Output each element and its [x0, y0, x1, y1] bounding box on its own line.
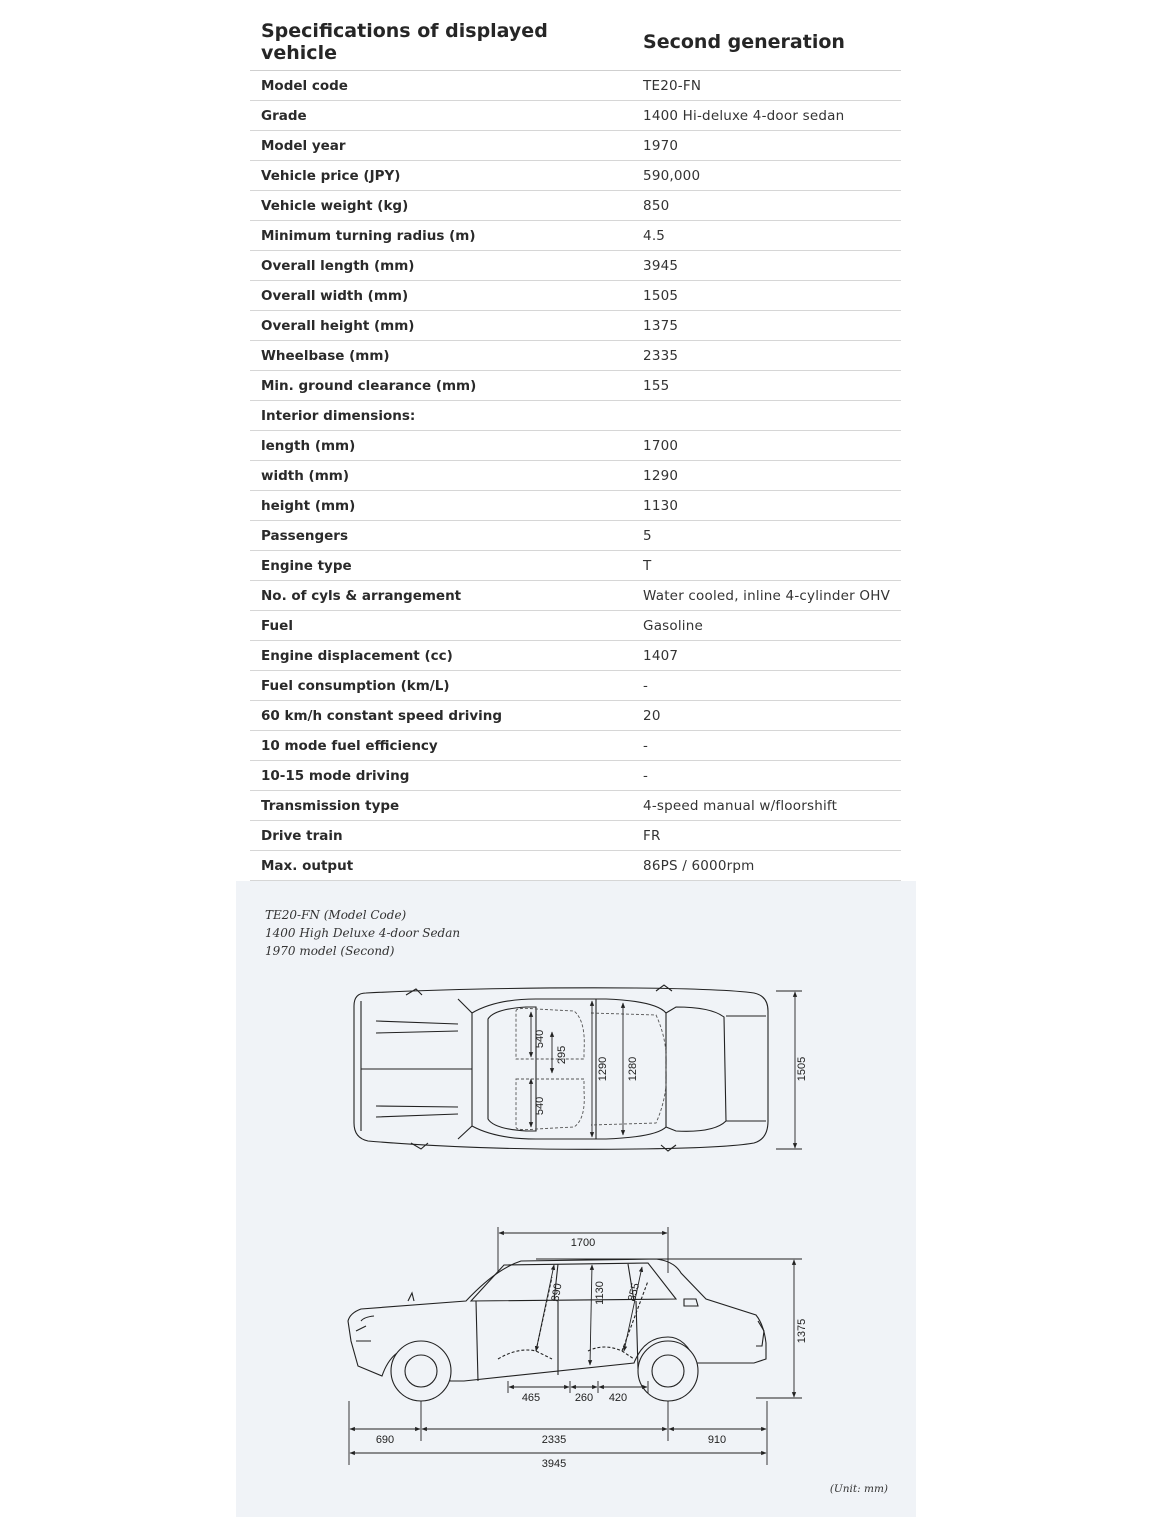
spec-value: 4-speed manual w/floorshift — [632, 791, 901, 821]
header-value: Second generation — [632, 12, 901, 71]
spec-row — [250, 431, 901, 461]
front-wheel — [391, 1341, 451, 1401]
spec-label: Min. ground clearance (mm) — [250, 371, 632, 401]
dim-side-rear-seat: 420 — [608, 1392, 628, 1404]
spec-row — [250, 641, 901, 671]
spec-row — [250, 461, 901, 491]
dim-side-interior-length: 1700 — [570, 1237, 596, 1249]
unit-note: (Unit: mm) — [829, 1483, 888, 1495]
dim-side-rear-headroom: 855 — [626, 1281, 643, 1303]
spec-value: Water cooled, inline 4-cylinder OHV — [632, 581, 901, 611]
spec-label: Fuel consumption (km/L) — [250, 671, 632, 701]
spec-label: Minimum turning radius (m) — [250, 221, 632, 251]
spec-value: 1407 — [632, 641, 901, 671]
spec-row — [250, 311, 901, 341]
spec-value: 155 — [632, 371, 901, 401]
dim-top-seat-front: 540 — [534, 1029, 546, 1049]
side-view-wheels — [391, 1341, 698, 1401]
spec-row — [250, 221, 901, 251]
spec-label: 60 km/h constant speed driving — [250, 701, 632, 731]
spec-value: 1970 — [632, 131, 901, 161]
spec-value: 4.5 — [632, 221, 901, 251]
spec-label: No. of cyls & arrangement — [250, 581, 632, 611]
spec-row — [250, 251, 901, 281]
spec-value: 1700 — [632, 431, 901, 461]
spec-row — [250, 101, 901, 131]
spec-label: Passengers — [250, 521, 632, 551]
spec-value: 2335 — [632, 341, 901, 371]
spec-row — [250, 521, 901, 551]
rear-wheel — [638, 1341, 698, 1401]
spec-value: 590,000 — [632, 161, 901, 191]
spec-value: - — [632, 761, 901, 791]
spec-label: Transmission type — [250, 791, 632, 821]
spec-row — [250, 131, 901, 161]
spec-row — [250, 821, 901, 851]
caption-line-grade: 1400 High Deluxe 4-door Sedan — [265, 926, 461, 940]
spec-value: 1505 — [632, 281, 901, 311]
spec-label: Max. output — [250, 851, 632, 881]
spec-label: 10 mode fuel efficiency — [250, 731, 632, 761]
spec-label: Vehicle price (JPY) — [250, 161, 632, 191]
spec-label: Fuel — [250, 611, 632, 641]
spec-label: Engine displacement (cc) — [250, 641, 632, 671]
spec-value: 3945 — [632, 251, 901, 281]
spec-value: 20 — [632, 701, 901, 731]
spec-row — [250, 701, 901, 731]
spec-table-body — [250, 71, 901, 881]
dim-side-seat-gap: 260 — [574, 1392, 594, 1404]
spec-row — [250, 191, 901, 221]
spec-row — [250, 851, 901, 881]
vehicle-diagram — [236, 881, 916, 1517]
header-label: Specifications of displayed vehicle — [250, 12, 632, 71]
spec-value: 5 — [632, 521, 901, 551]
dim-side-interior-height: 1130 — [594, 1281, 606, 1305]
diagram-caption — [265, 906, 460, 960]
vehicle-drawings — [236, 881, 916, 1517]
dim-top-interior-width: 1290 — [597, 1056, 609, 1082]
spec-value: 1290 — [632, 461, 901, 491]
spec-row — [250, 671, 901, 701]
spec-label: Grade — [250, 101, 632, 131]
dim-side-rear-overhang: 910 — [707, 1434, 727, 1446]
dim-side-front-overhang: 690 — [375, 1434, 395, 1446]
spec-label: length (mm) — [250, 431, 632, 461]
dim-side-overall-length: 3945 — [541, 1458, 567, 1470]
spec-table-header — [250, 12, 901, 71]
spec-row — [250, 551, 901, 581]
dim-top-seat-gap: 295 — [556, 1045, 568, 1065]
spec-label: Model code — [250, 71, 632, 101]
spec-label: Drive train — [250, 821, 632, 851]
spec-value: FR — [632, 821, 901, 851]
dim-side-wheelbase: 2335 — [541, 1434, 567, 1446]
spec-label: Overall height (mm) — [250, 311, 632, 341]
spec-row — [250, 371, 901, 401]
spec-row — [250, 161, 901, 191]
dim-top-overall-width: 1505 — [796, 1056, 808, 1082]
dim-side-overall-height: 1375 — [796, 1318, 808, 1344]
dim-top-rear-width: 1280 — [627, 1056, 639, 1082]
spec-label: height (mm) — [250, 491, 632, 521]
spec-label: Overall length (mm) — [250, 251, 632, 281]
spec-row — [250, 401, 901, 431]
spec-row — [250, 281, 901, 311]
spec-label: 10-15 mode driving — [250, 761, 632, 791]
spec-value: Gasoline — [632, 611, 901, 641]
spec-value: 850 — [632, 191, 901, 221]
spec-label: width (mm) — [250, 461, 632, 491]
spec-value: - — [632, 731, 901, 761]
spec-label: Vehicle weight (kg) — [250, 191, 632, 221]
dim-side-front-headroom: 890 — [549, 1282, 565, 1303]
spec-value — [632, 401, 901, 431]
spec-label: Engine type — [250, 551, 632, 581]
dim-side-front-seat: 465 — [521, 1392, 541, 1404]
spec-label: Overall width (mm) — [250, 281, 632, 311]
spec-row — [250, 791, 901, 821]
spec-label: Interior dimensions: — [250, 401, 632, 431]
spec-value: 1375 — [632, 311, 901, 341]
spec-row — [250, 491, 901, 521]
spec-value: 86PS / 6000rpm — [632, 851, 901, 881]
spec-row — [250, 611, 901, 641]
spec-value: 1400 Hi-deluxe 4-door sedan — [632, 101, 901, 131]
spec-value: 1130 — [632, 491, 901, 521]
spec-value: TE20-FN — [632, 71, 901, 101]
spec-table — [250, 12, 901, 881]
spec-label: Wheelbase (mm) — [250, 341, 632, 371]
spec-row — [250, 761, 901, 791]
spec-row — [250, 581, 901, 611]
caption-line-year: 1970 model (Second) — [265, 944, 395, 958]
spec-row — [250, 731, 901, 761]
caption-line-model-code: TE20-FN (Model Code) — [265, 908, 407, 922]
spec-label: Model year — [250, 131, 632, 161]
spec-value: T — [632, 551, 901, 581]
spec-row — [250, 341, 901, 371]
dim-top-seat-rear: 540 — [534, 1096, 546, 1116]
spec-row — [250, 71, 901, 101]
spec-value: - — [632, 671, 901, 701]
